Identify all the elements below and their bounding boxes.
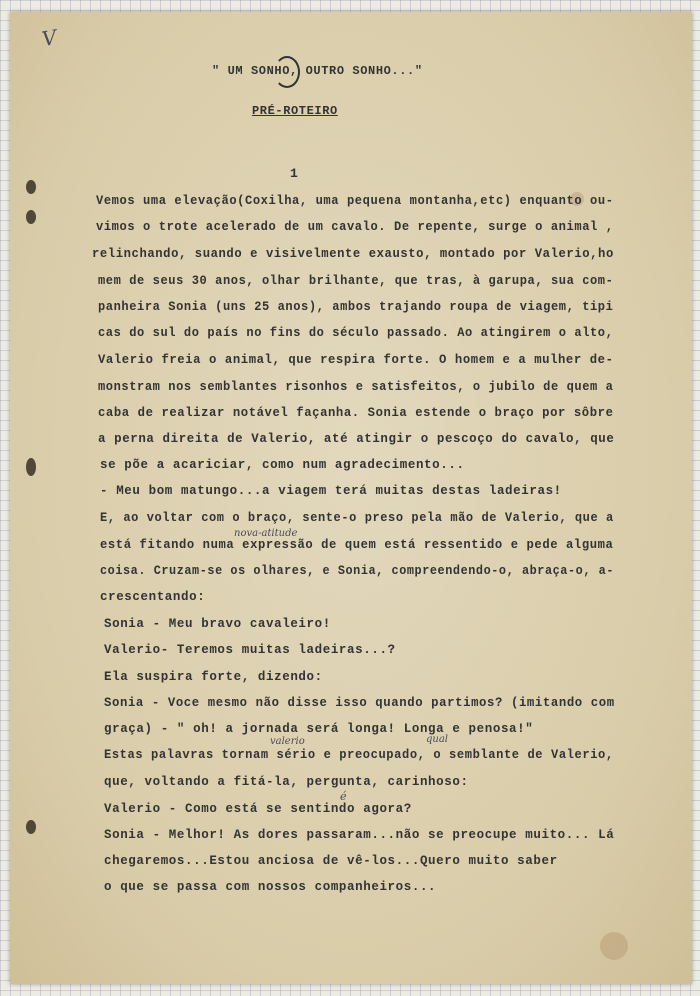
ink-circle: [274, 56, 300, 88]
text-line: coisa. Cruzam-se os olhares, e Sonia, compreendendo-o, abraça-o, a-: [100, 564, 615, 578]
text-line: E, ao voltar com o braço, sente-o preso pela mão de Valerio, que a: [100, 511, 614, 525]
document-title: " UM SONHO, OUTRO SONHO...": [212, 64, 423, 78]
punch-hole: [26, 820, 36, 834]
scene-number: 1: [290, 166, 299, 181]
punch-hole: [26, 210, 36, 224]
text-line: crescentando:: [100, 590, 206, 604]
dialogue-line: chegaremos...Estou anciosa de vê-los...Quero muito saber: [104, 854, 558, 868]
text-line: Ela suspira forte, dizendo:: [104, 670, 323, 684]
text-line: a perna direita de Valerio, até atingir o pescoço do cavalo, que: [98, 432, 615, 446]
text-line: que, voltando a fitá-la, pergunta, carinhoso:: [104, 775, 469, 789]
handwritten-note: nova-atitude: [234, 528, 298, 539]
text-line: panheira Sonia (uns 25 anos), ambos trajando roupa de viagem, tipi: [98, 300, 614, 314]
text-line: Vemos uma elevação(Coxilha, uma pequena montanha,etc) enquanto ou-: [96, 194, 614, 208]
dialogue-line: Valerio- Teremos muitas ladeiras...?: [104, 643, 396, 657]
text-line: mem de seus 30 anos, olhar brilhante, que tras, à garupa, sua com-: [98, 274, 614, 288]
text-line: relinchando, suando e visivelmente exausto, montado por Valerio,ho: [92, 247, 614, 261]
text-line: se põe a acariciar, como num agradecimento...: [100, 458, 465, 472]
stain: [600, 932, 628, 960]
document-subtitle: PRÉ-ROTEIRO: [252, 104, 338, 118]
text-line: - Meu bom matungo...a viagem terá muitas destas ladeiras!: [100, 484, 562, 498]
text-line: cas do sul do país no fins do século passado. Ao atingirem o alto,: [98, 326, 614, 340]
punch-hole: [26, 180, 36, 194]
text-line: graça) - " oh! a jornada será longa! Longa e penosa!": [104, 722, 534, 736]
text-line: caba de realizar notável façanha. Sonia estende o braço por sôbre: [98, 406, 614, 420]
dialogue-line: o que se passa com nossos companheiros...: [104, 880, 437, 894]
dialogue-line: Sonia - Voce mesmo não disse isso quando partimos? (imitando com: [104, 696, 615, 710]
text-line: está fitando numa expressão de quem está ressentido e pede alguma: [100, 538, 614, 552]
text-line: monstram nos semblantes risonhos e satisfeitos, o jubilo de quem a: [98, 380, 614, 394]
text-line: vimos o trote acelerado de um cavalo. De repente, surge o animal ,: [96, 220, 614, 234]
text-line: Estas palavras tornam sério e preocupado, o semblante de Valerio,: [104, 748, 614, 762]
handwritten-note: qual: [426, 734, 449, 745]
dialogue-line: Valerio - Como está se sentindo agora?: [104, 802, 412, 816]
handwritten-note: é: [340, 790, 347, 803]
handwritten-note: valerio: [270, 736, 305, 747]
dialogue-line: Sonia - Melhor! As dores passaram...não se preocupe muito... Lá: [104, 828, 615, 842]
punch-hole: [26, 458, 36, 476]
text-line: Valerio freia o animal, que respira forte. O homem e a mulher de-: [98, 353, 614, 367]
margin-mark: V: [40, 24, 59, 52]
dialogue-line: Sonia - Meu bravo cavaleiro!: [104, 617, 331, 631]
